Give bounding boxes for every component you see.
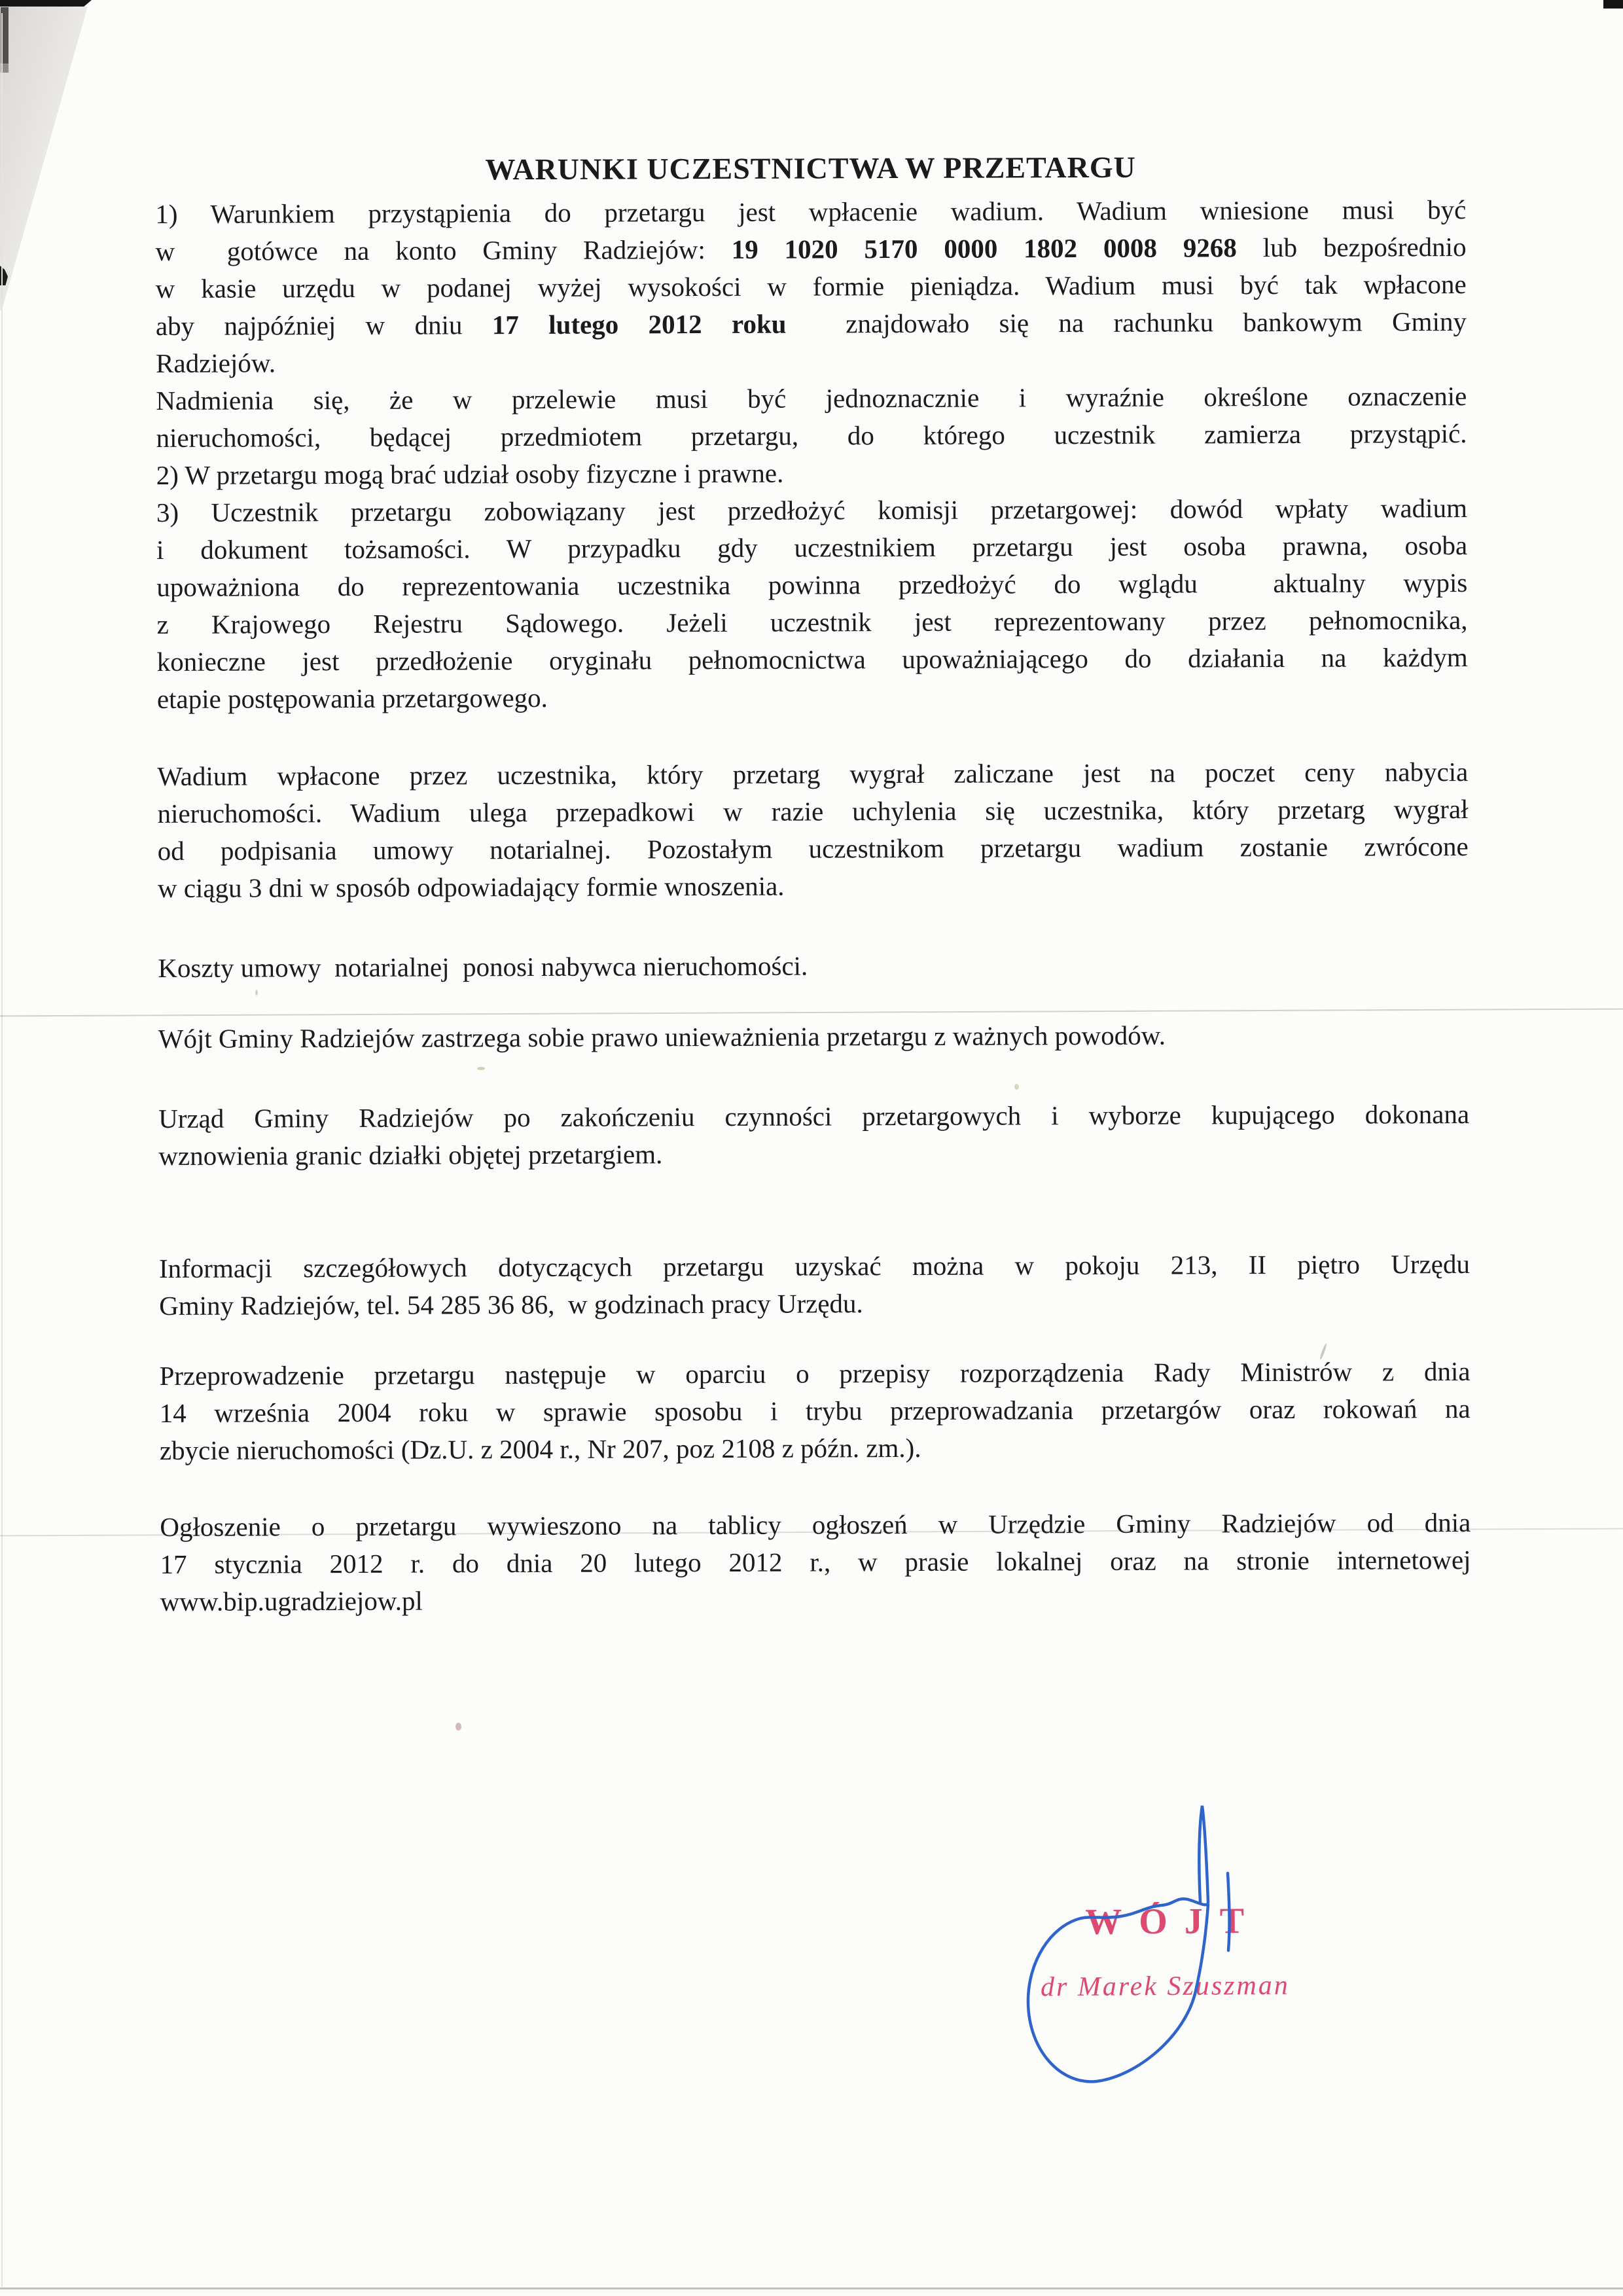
stamp-name: dr Marek Szuszman bbox=[1040, 1970, 1290, 2003]
document-content bbox=[155, 147, 1471, 1621]
text-line: zbycie nieruchomości (Dz.U. z 2004 r., Nr 207, poz 2108 z późn. zm.). bbox=[159, 1432, 921, 1465]
text-line: aby najpóźniej w dniu 17 lutego 2012 roku znajdowało się na rachunku bankowym Gminy bbox=[155, 306, 1467, 341]
scan-speck bbox=[455, 1723, 461, 1731]
text-line: Informacji szczegółowych dotyczących przetargu uzyskać można w pokoju 213, II piętro Urzędu bbox=[158, 1248, 1471, 1283]
paragraph bbox=[160, 1504, 1471, 1621]
scan-bottom-edge-line bbox=[0, 2287, 1623, 2289]
text-line: Gminy Radziejów, tel. 54 285 36 86, w godzinach pracy Urzędu. bbox=[159, 1288, 863, 1321]
text-line: upoważniona do reprezentowania uczestnika powinna przedłożyć do wglądu aktualny wypis bbox=[156, 567, 1468, 602]
paragraph bbox=[157, 753, 1469, 907]
text-line: 2) W przetargu mogą brać udział osoby fizyczne i prawne. bbox=[156, 457, 784, 490]
text-line: i dokument tożsamości. W przypadku gdy uczestnikiem przetargu jest osoba prawna, osoba bbox=[156, 530, 1468, 565]
text-line: Przeprowadzenie przetargu następuje w oparciu o przepisy rozporządzenia Rady Ministrów z dnia bbox=[159, 1355, 1471, 1391]
document-title: WARUNKI UCZESTNICTWA W PRZETARGU bbox=[485, 150, 1136, 187]
text-line: w gotówce na konto Gminy Radziejów: 19 1020 5170 0000 1802 0008 9268 lub bezpośrednio bbox=[155, 232, 1467, 266]
text-line: nieruchomości, będącej przedmiotem przetargu, do którego uczestnik zamierza przystąpić. bbox=[156, 418, 1467, 453]
text-line: nieruchomości. Wadium ulega przepadkowi w razie uchylenia się uczestnika, który przetarg wygrał bbox=[157, 794, 1469, 829]
paragraph bbox=[156, 452, 1467, 494]
scan-fold-wedge bbox=[0, 7, 90, 310]
text-line: www.bip.ugradziejow.pl bbox=[160, 1585, 423, 1617]
official-stamp bbox=[1020, 1902, 1309, 2001]
text-line: Nadmienia się, że w przelewie musi być jednoznacznie i wyraźnie określone oznaczenie bbox=[156, 381, 1467, 416]
scan-top-right-mark bbox=[1603, 0, 1623, 9]
text-line: w kasie urzędu w podanej wyżej wysokości w formie pieniądza. Wadium musi być tak wpłacone bbox=[155, 269, 1467, 304]
paragraph bbox=[158, 945, 1469, 987]
scan-left-edge-line bbox=[1, 13, 3, 2287]
paragraph bbox=[159, 1246, 1470, 1325]
text-line: Radziejów. bbox=[156, 348, 276, 378]
paragraph bbox=[158, 1016, 1469, 1058]
text-line: etapie postępowania przetargowego. bbox=[156, 682, 548, 714]
text-line: z Krajowego Rejestru Sądowego. Jeżeli uczestnik jest reprezentowany przez pełnomocnika, bbox=[156, 605, 1468, 639]
text-line: wznowienia granic działki objętej przetargiem. bbox=[158, 1139, 663, 1171]
text-line: 17 stycznia 2012 r. do dnia 20 lutego 2012 r., w prasie lokalnej oraz na stronie internetowej bbox=[160, 1544, 1471, 1579]
text-line: Wadium wpłacone przez uczestnika, który przetarg wygrał zaliczane jest na poczet ceny nabycia bbox=[157, 757, 1469, 791]
text-line: Koszty umowy notarialnej ponosi nabywca nieruchomości. bbox=[158, 950, 808, 983]
text-line: konieczne jest przedłożenie oryginału pełnomocnictwa upoważniającego do działania na każdym bbox=[156, 642, 1468, 677]
text-line: Wójt Gminy Radziejów zastrzega sobie prawo unieważnienia przetargu z ważnych powodów. bbox=[158, 1020, 1166, 1054]
paragraph bbox=[158, 1096, 1469, 1175]
stamp-title: WÓJT bbox=[1084, 1900, 1262, 1943]
text-line: 14 września 2004 roku w sprawie sposobu i trybu przeprowadzania przetargów oraz rokowań na bbox=[159, 1393, 1471, 1428]
text-line: 1) Warunkiem przystąpienia do przetargu jest wpłacenie wadium. Wadium wniesione musi być bbox=[155, 194, 1467, 229]
paragraph bbox=[156, 378, 1467, 457]
text-line: 3) Uczestnik przetargu zobowiązany jest przedłożyć komisji przetargowej: dowód wpłaty wadium bbox=[156, 493, 1467, 528]
text-line: w ciągu 3 dni w sposób odpowiadający formie wnoszenia. bbox=[157, 870, 785, 903]
document-body bbox=[155, 191, 1471, 1621]
text-line: od podpisania umowy notarialnej. Pozostałym uczestnikom przetargu wadium zostanie zwrócone bbox=[157, 831, 1469, 866]
text-line: Ogłoszenie o przetargu wywieszono na tablicy ogłoszeń w Urzędzie Gminy Radziejów od dnia bbox=[160, 1507, 1471, 1542]
paragraph bbox=[156, 490, 1468, 718]
paragraph bbox=[155, 191, 1467, 382]
paragraph bbox=[159, 1353, 1471, 1469]
text-line: Urząd Gminy Radziejów po zakończeniu czynności przetargowych i wyborze kupującego dokonana bbox=[158, 1098, 1470, 1134]
